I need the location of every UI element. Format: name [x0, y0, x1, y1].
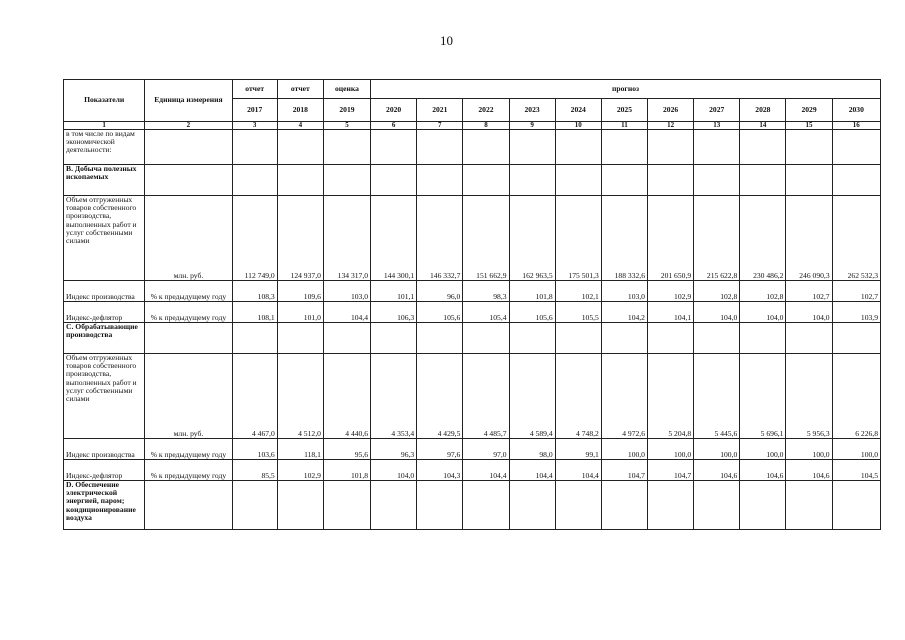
header-year: 2018 [277, 99, 323, 122]
column-index: 4 [277, 122, 323, 130]
value-cell: 4 589,4 [509, 354, 555, 439]
row-c-deflator [64, 460, 881, 481]
value-cell: 108,1 [232, 302, 277, 323]
value-cell: 105,6 [509, 302, 555, 323]
value-cell: 104,4 [323, 302, 370, 323]
value-cell: 104,3 [417, 460, 463, 481]
header-unit: Единица измерения [145, 80, 232, 122]
header-year: 2028 [740, 99, 786, 122]
header-report-2: отчет [277, 80, 323, 99]
value-cell: 262 532,3 [832, 196, 880, 281]
value-cell: 95,6 [323, 439, 370, 460]
column-index: 2 [145, 122, 232, 130]
row-label: Индекс производства [64, 439, 145, 460]
header-indicator: Показатели [64, 80, 145, 122]
row-section-c [64, 323, 881, 354]
value-cell: 102,1 [555, 281, 601, 302]
value-cell: 215 622,8 [694, 196, 740, 281]
value-cell: 102,8 [694, 281, 740, 302]
header-year: 2029 [786, 99, 832, 122]
value-cell: 104,0 [371, 460, 417, 481]
value-cell: 103,9 [832, 302, 880, 323]
value-cell: 104,6 [740, 460, 786, 481]
value-cell: 100,0 [647, 439, 693, 460]
value-cell: 103,0 [601, 281, 647, 302]
value-cell: 104,7 [647, 460, 693, 481]
row-c-index [64, 439, 881, 460]
row-unit: % к предыдущему году [145, 281, 232, 302]
value-cell: 100,0 [832, 439, 880, 460]
value-cell: 112 749,0 [232, 196, 277, 281]
header-year: 2027 [694, 99, 740, 122]
value-cell: 104,0 [786, 302, 832, 323]
value-cell: 102,8 [740, 281, 786, 302]
value-cell: 109,6 [277, 281, 323, 302]
value-cell: 101,8 [509, 281, 555, 302]
row-unit: % к предыдущему году [145, 439, 232, 460]
header-year: 2023 [509, 99, 555, 122]
value-cell: 100,0 [601, 439, 647, 460]
value-cell: 101,0 [277, 302, 323, 323]
column-index: 9 [509, 122, 555, 130]
column-index: 6 [371, 122, 417, 130]
value-cell: 104,1 [647, 302, 693, 323]
value-cell: 144 300,1 [371, 196, 417, 281]
value-cell: 104,0 [694, 302, 740, 323]
column-index: 5 [323, 122, 370, 130]
value-cell: 5 696,1 [740, 354, 786, 439]
value-cell: 105,4 [463, 302, 509, 323]
header-row-top [64, 80, 881, 99]
value-cell: 105,5 [555, 302, 601, 323]
value-cell: 100,0 [694, 439, 740, 460]
value-cell: 4 353,4 [371, 354, 417, 439]
row-label: Индекс-дефлятор [64, 302, 145, 323]
column-index: 15 [786, 122, 832, 130]
value-cell: 188 332,6 [601, 196, 647, 281]
value-cell: 246 090,3 [786, 196, 832, 281]
value-cell: 4 972,6 [601, 354, 647, 439]
row-unit: % к предыдущему году [145, 302, 232, 323]
value-cell: 104,4 [555, 460, 601, 481]
column-index: 16 [832, 122, 880, 130]
value-cell: 4 748,2 [555, 354, 601, 439]
value-cell: 104,7 [601, 460, 647, 481]
header-year: 2020 [371, 99, 417, 122]
value-cell: 175 501,3 [555, 196, 601, 281]
value-cell: 108,3 [232, 281, 277, 302]
value-cell: 151 662,9 [463, 196, 509, 281]
row-b-volume [64, 196, 881, 281]
value-cell: 85,5 [232, 460, 277, 481]
header-year: 2017 [232, 99, 277, 122]
row-label: в том числе по видам экономической деятельности: [64, 130, 145, 165]
row-by-activity [64, 130, 881, 165]
row-section-d [64, 481, 881, 530]
value-cell: 146 332,7 [417, 196, 463, 281]
value-cell: 101,8 [323, 460, 370, 481]
column-index: 14 [740, 122, 786, 130]
value-cell: 100,0 [740, 439, 786, 460]
value-cell: 4 467,0 [232, 354, 277, 439]
value-cell: 99,1 [555, 439, 601, 460]
row-section-b [64, 165, 881, 196]
header-year: 2021 [417, 99, 463, 122]
page-number: 10 [440, 33, 453, 48]
header-year: 2030 [832, 99, 880, 122]
header-year: 2019 [323, 99, 370, 122]
section-label: C. Обрабатывающие производства [64, 323, 145, 354]
value-cell: 104,6 [786, 460, 832, 481]
header-year: 2026 [647, 99, 693, 122]
value-cell: 4 485,7 [463, 354, 509, 439]
value-cell: 104,2 [601, 302, 647, 323]
column-index: 7 [417, 122, 463, 130]
value-cell: 97,6 [417, 439, 463, 460]
header-forecast: прогноз [371, 80, 881, 99]
value-cell: 4 429,5 [417, 354, 463, 439]
value-cell: 98,0 [509, 439, 555, 460]
value-cell: 118,1 [277, 439, 323, 460]
column-index: 13 [694, 122, 740, 130]
header-year: 2025 [601, 99, 647, 122]
row-b-deflator [64, 302, 881, 323]
section-label: D. Обеспечение электрической энергией, паром; кондиционирование воздуха [64, 481, 145, 530]
header-estimate: оценка [323, 80, 370, 99]
value-cell: 104,6 [694, 460, 740, 481]
column-index: 1 [64, 122, 145, 130]
value-cell: 102,7 [786, 281, 832, 302]
column-index: 8 [463, 122, 509, 130]
value-cell: 98,3 [463, 281, 509, 302]
value-cell: 102,9 [277, 460, 323, 481]
column-index: 12 [647, 122, 693, 130]
value-cell: 103,6 [232, 439, 277, 460]
value-cell: 230 486,2 [740, 196, 786, 281]
value-cell: 201 650,9 [647, 196, 693, 281]
value-cell: 96,0 [417, 281, 463, 302]
header-report-1: отчет [232, 80, 277, 99]
row-c-volume [64, 354, 881, 439]
value-cell: 104,4 [463, 460, 509, 481]
row-unit: % к предыдущему году [145, 460, 232, 481]
header-year: 2022 [463, 99, 509, 122]
column-index: 3 [232, 122, 277, 130]
row-b-index [64, 281, 881, 302]
value-cell: 162 963,5 [509, 196, 555, 281]
value-cell: 104,5 [832, 460, 880, 481]
value-cell: 4 440,6 [323, 354, 370, 439]
value-cell: 104,0 [740, 302, 786, 323]
value-cell: 5 445,6 [694, 354, 740, 439]
column-index: 10 [555, 122, 601, 130]
value-cell: 102,7 [832, 281, 880, 302]
value-cell: 6 226,8 [832, 354, 880, 439]
row-unit: млн. руб. [145, 354, 232, 439]
section-label: B. Добыча полезных ископаемых [64, 165, 145, 196]
value-cell: 124 937,0 [277, 196, 323, 281]
value-cell: 105,6 [417, 302, 463, 323]
value-cell: 106,3 [371, 302, 417, 323]
column-index-row [64, 122, 881, 130]
row-unit: млн. руб. [145, 196, 232, 281]
forecast-table [63, 79, 881, 530]
value-cell: 5 956,3 [786, 354, 832, 439]
value-cell: 134 317,0 [323, 196, 370, 281]
value-cell: 103,0 [323, 281, 370, 302]
value-cell: 97,0 [463, 439, 509, 460]
row-label: Индекс-дефлятор [64, 460, 145, 481]
header-year: 2024 [555, 99, 601, 122]
row-label: Объем отгруженных товаров собственного производства, выполненных работ и услуг собственными силами [64, 354, 145, 439]
column-index: 11 [601, 122, 647, 130]
value-cell: 101,1 [371, 281, 417, 302]
value-cell: 104,4 [509, 460, 555, 481]
value-cell: 5 204,8 [647, 354, 693, 439]
value-cell: 102,9 [647, 281, 693, 302]
value-cell: 100,0 [786, 439, 832, 460]
value-cell: 96,3 [371, 439, 417, 460]
row-label: Индекс производства [64, 281, 145, 302]
row-label: Объем отгруженных товаров собственного производства, выполненных работ и услуг собственными силами [64, 196, 145, 281]
value-cell: 4 512,0 [277, 354, 323, 439]
